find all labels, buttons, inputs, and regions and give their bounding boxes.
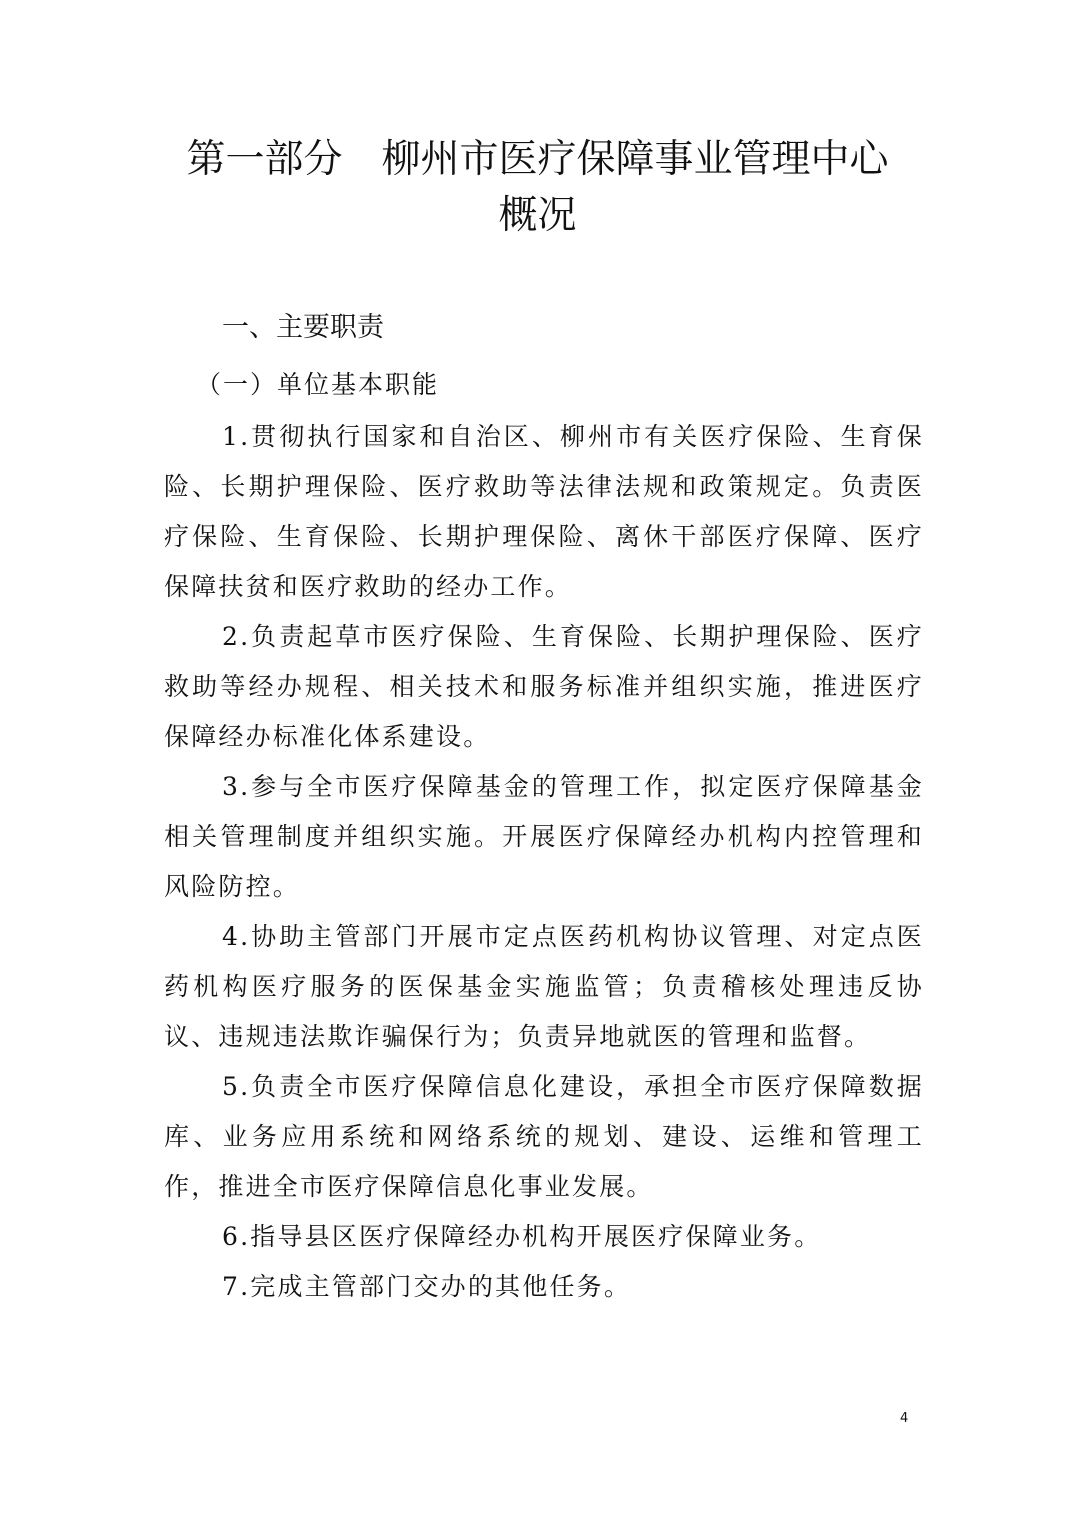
duty-paragraph-7: 7.完成主管部门交办的其他任务。 (222, 1272, 632, 1301)
duty-paragraph-3: 3.参与全市医疗保障基金的管理工作，拟定医疗保障基金相关管理制度并组织实施。开展医疗保障经办机构内控管理和风险防控。 (164, 772, 924, 901)
duty-paragraph-6: 6.指导县区医疗保障经办机构开展医疗保障业务。 (222, 1222, 822, 1251)
duty-paragraph-5: 5.负责全市医疗保障信息化建设，承担全市医疗保障数据库、业务应用系统和网络系统的规划、建设、运维和管理工作，推进全市医疗保障信息化事业发展。 (164, 1072, 924, 1201)
duty-paragraph-4: 4.协助主管部门开展市定点医药机构协议管理、对定点医药机构医疗服务的医保基金实施监管；负责稽核处理违反协议、违规违法欺诈骗保行为；负责异地就医的管理和监督。 (164, 922, 924, 1051)
page-number: 4 (900, 1411, 909, 1426)
subsection-heading: （一）单位基本职能 (196, 370, 440, 399)
section-heading: 一、主要职责 (222, 312, 384, 343)
duties-body (164, 412, 924, 1312)
page-title-line-2: 概况 (498, 193, 577, 238)
page-title-line-1: 第一部分 柳州市医疗保障事业管理中心 (186, 137, 889, 182)
duty-paragraph-1: 1.贯彻执行国家和自治区、柳州市有关医疗保险、生育保险、长期护理保险、医疗救助等法律法规和政策规定。负责医疗保险、生育保险、长期护理保险、离休干部医疗保障、医疗保障扶贫和医疗救助的经办工作。 (164, 422, 924, 601)
duty-paragraph-2: 2.负责起草市医疗保险、生育保险、长期护理保险、医疗救助等经办规程、相关技术和服务标准并组织实施，推进医疗保障经办标准化体系建设。 (164, 622, 924, 751)
